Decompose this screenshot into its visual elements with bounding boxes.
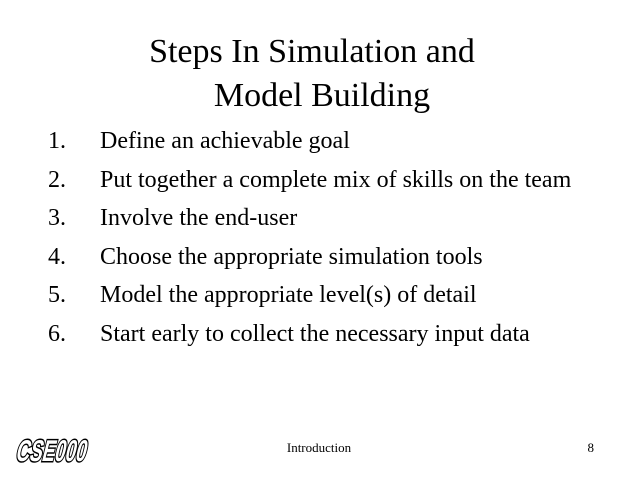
slide-title: [0, 30, 638, 118]
list-item: [48, 320, 608, 349]
item-number: 6.: [48, 320, 66, 347]
list-item: [48, 204, 608, 233]
item-text: Choose the appropriate simulation tools: [100, 243, 483, 270]
item-text: Model the appropriate level(s) of detail: [100, 282, 477, 308]
item-number: 4.: [48, 243, 66, 270]
list-item: [48, 243, 608, 272]
list-item: [48, 281, 608, 310]
title-line-2: Model Building: [213, 77, 431, 114]
page-number: 8: [587, 440, 594, 455]
steps-list: [48, 127, 608, 358]
list-item: [48, 166, 608, 195]
item-number: 3.: [48, 205, 66, 231]
item-number: 2.: [48, 166, 66, 193]
item-text: Define an achievable goal: [100, 128, 350, 154]
item-text: Involve the end-user: [100, 205, 298, 231]
list-item: [48, 127, 608, 156]
logo-text: CSE000: [13, 434, 134, 468]
cse-logo: [10, 432, 134, 468]
item-number: 5.: [48, 282, 66, 308]
title-line-1: Steps In Simulation and: [149, 33, 475, 70]
item-text: Put together a complete mix of skills on the team: [100, 166, 572, 193]
item-number: 1.: [48, 128, 66, 154]
footer-section-title: Introduction: [286, 440, 352, 455]
item-text: Start early to collect the necessary input data: [100, 320, 530, 347]
